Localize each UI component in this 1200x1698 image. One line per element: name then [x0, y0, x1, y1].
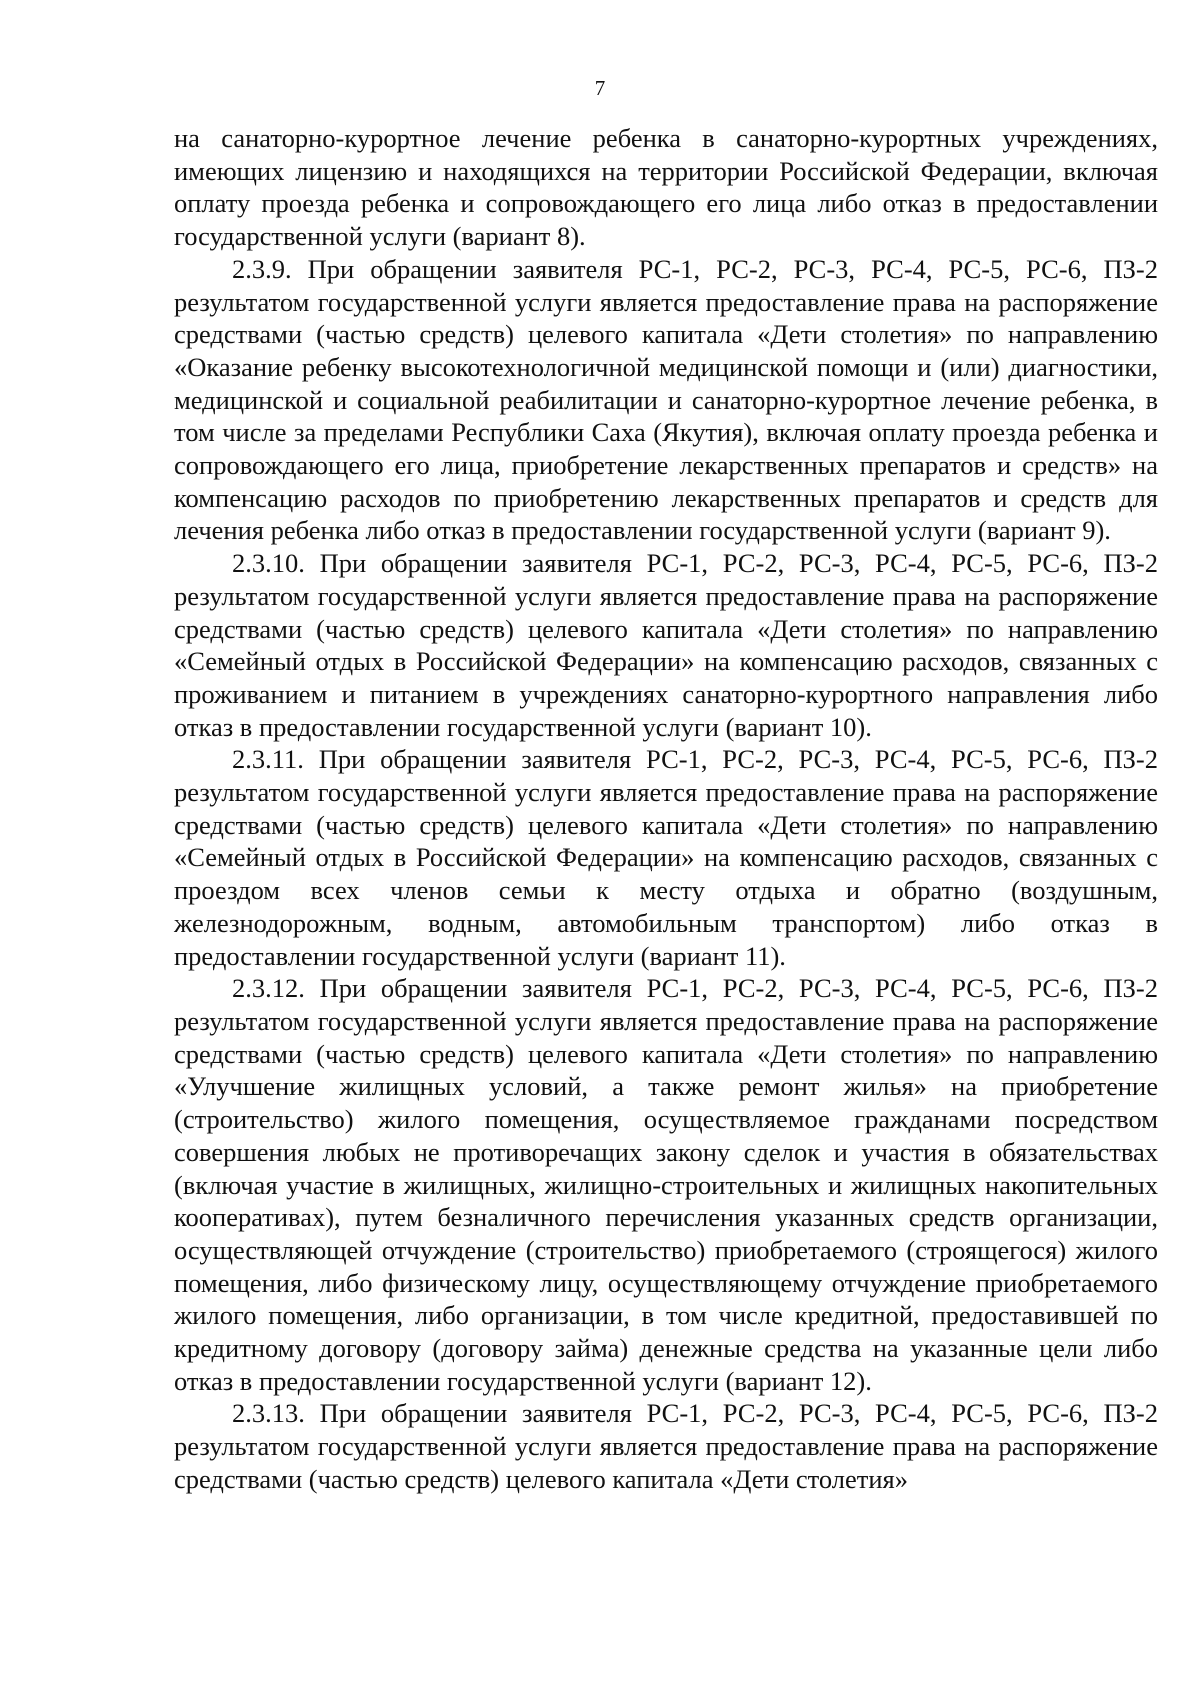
paragraph-2-3-12: 2.3.12. При обращении заявителя РС-1, РС-2, РС-3, РС-4, РС-5, РС-6, ПЗ-2 результатом государственной услуги является предоставление права на распоряжение средствами (частью средств) целевого капитала «Дети столетия» по направлению «Улучшение жилищных условий, а также ремонт жилья» на приобретение (строительство) жилого помещения, осуществляемое гражданами посредством совершения любых не противоречащих закону сделок и участия в обязательствах (включая участие в жилищных, жилищно-строительных и жилищных накопительных кооперативах), путем безналичного перечисления указанных средств организации, осуществляющей отчуждение (строительство) приобретаемого (строящегося) жилого помещения, либо физическому лицу, осуществляющему отчуждение приобретаемого жилого помещения, либо организации, в том числе кредитной, предоставившей по кредитному договору (договору займа) денежные средства на указанные цели либо отказ в предоставлении государственной услуги (вариант 12). [174, 973, 1158, 1396]
paragraph-continuation: на санаторно-курортное лечение ребенка в санаторно-курортных учреждениях, имеющих лицензию и находящихся на территории Российской Федерации, включая оплату проезда ребенка и сопровождающего его лица либо отказ в предоставлении государственной услуги (вариант 8). [174, 123, 1158, 252]
paragraph-2-3-10: 2.3.10. При обращении заявителя РС-1, РС-2, РС-3, РС-4, РС-5, РС-6, ПЗ-2 результатом государственной услуги является предоставление права на распоряжение средствами (частью средств) целевого капитала «Дети столетия» по направлению «Семейный отдых в Российской Федерации» на компенсацию расходов, связанных с проживанием и питанием в учреждениях санаторно-курортного направления либо отказ в предоставлении государственной услуги (вариант 10). [174, 548, 1158, 742]
paragraph-2-3-13: 2.3.13. При обращении заявителя РС-1, РС-2, РС-3, РС-4, РС-5, РС-6, ПЗ-2 результатом государственной услуги является предоставление права на распоряжение средствами (частью средств) целевого капитала «Дети столетия» [174, 1398, 1158, 1494]
document-body [174, 122, 1158, 1496]
paragraph-2-3-9: 2.3.9. При обращении заявителя РС-1, РС-2, РС-3, РС-4, РС-5, РС-6, ПЗ-2 результатом государственной услуги является предоставление права на распоряжение средствами (частью средств) целевого капитала «Дети столетия» по направлению «Оказание ребенку высокотехнологичной медицинской помощи и (или) диагностики, медицинской и социальной реабилитации и санаторно-курортное лечение ребенка, в том числе за пределами Республики Саха (Якутия), включая оплату проезда ребенка и сопровождающего его лица, приобретение лекарственных препаратов и средств» на компенсацию расходов по приобретению лекарственных препаратов и средств для лечения ребенка либо отказ в предоставлении государственной услуги (вариант 9). [174, 253, 1158, 546]
page-number: 7 [594, 76, 606, 100]
paragraph-2-3-11: 2.3.11. При обращении заявителя РС-1, РС-2, РС-3, РС-4, РС-5, РС-6, ПЗ-2 результатом государственной услуги является предоставление права на распоряжение средствами (частью средств) целевого капитала «Дети столетия» по направлению «Семейный отдых в Российской Федерации» на компенсацию расходов, связанных с проездом всех членов семьи к месту отдыха и обратно (воздушным, железнодорожным, водным, автомобильным транспортом) либо отказ в предоставлении государственной услуги (вариант 11). [174, 744, 1158, 971]
